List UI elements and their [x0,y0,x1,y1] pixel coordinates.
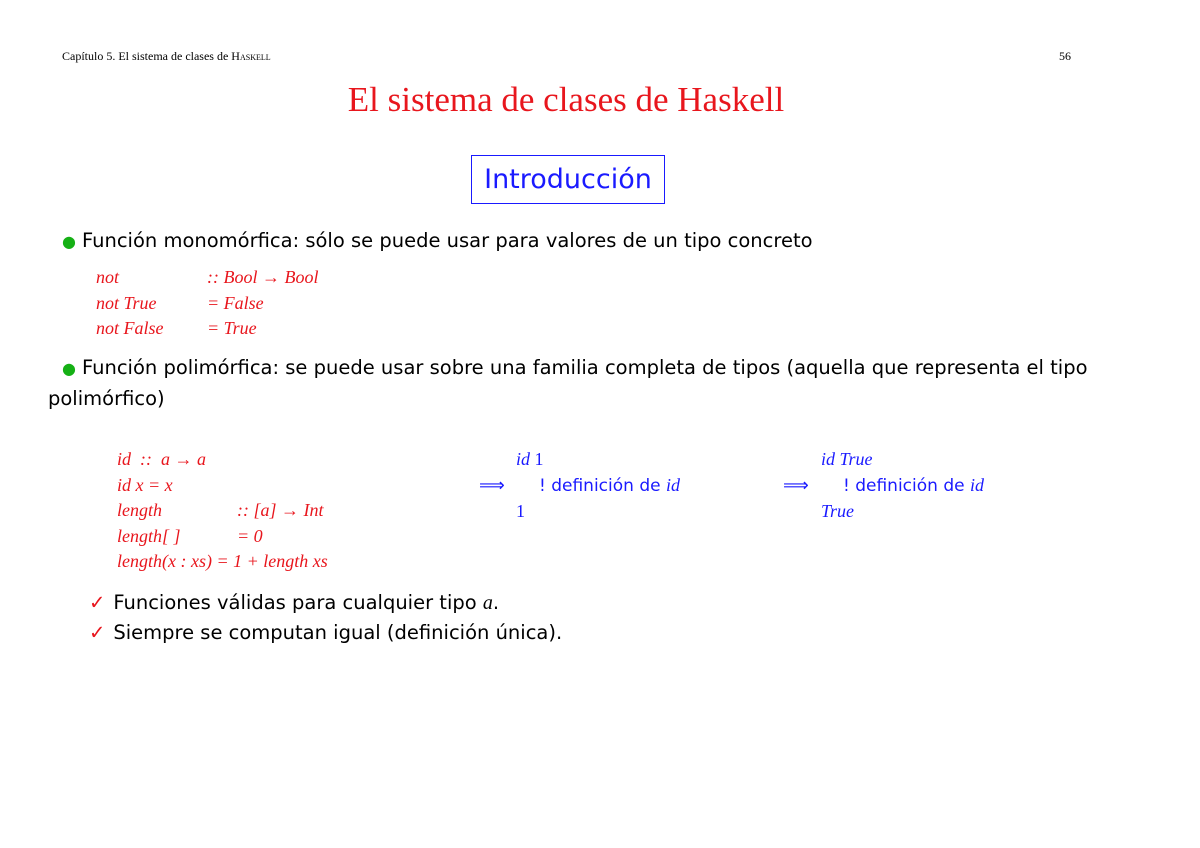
bullet-monomorphic [62,226,813,257]
evaluation-id-true [783,447,984,525]
bullet-polymorphic-line1 [62,353,1088,384]
evaluation-id-1 [479,447,680,525]
eval-expr: id True [821,449,873,469]
page-title: El sistema de clases de Haskell [347,80,785,119]
page-number: 56 [1059,49,1071,63]
code-not [96,265,318,342]
code-line [96,291,318,317]
eval-expr [479,447,680,473]
check-item [89,588,562,618]
checklist [89,588,562,648]
code-lhs: not [96,267,120,287]
chapter-name: Haskell [231,49,271,63]
bullet-icon: ● [62,232,76,251]
bullet-polymorphic [48,353,1088,414]
code-line: id :: a → a [117,449,206,469]
check-item [89,618,562,648]
eval-fn: id [516,449,531,469]
check-icon: ✓ [89,591,106,614]
code-line [117,524,328,550]
code-line [117,498,328,524]
section-heading-box [471,155,665,204]
code-lhs: not False [96,318,164,338]
bullet-monomorphic-text: Función monomórfica: sólo se puede usar para valores de un tipo concreto [81,229,813,252]
code-line: id x = x [117,474,173,495]
check-item-var: a [482,592,493,614]
code-line: length(x : xs) = 1 + length xs [117,551,328,571]
running-header [62,49,271,64]
eval-step-text: ! definición de [843,475,970,496]
code-lhs: not True [96,292,157,313]
code-rhs: = True [207,318,257,338]
eval-result: 1 [516,501,525,521]
eval-step-text: ! definición de [539,475,666,496]
chapter-prefix: Capítulo 5. El sistema de clases de [62,49,232,63]
code-line [96,316,318,342]
check-item-text: Funciones válidas para cualquier tipo [113,591,483,614]
eval-result: True [821,501,855,521]
code-lhs: length[ ] [117,525,181,546]
section-heading: Introducción [484,164,652,195]
check-item-end: . [492,591,500,614]
code-rhs: = False [207,292,264,313]
implies-icon: ⟹ [783,474,809,495]
code-line [96,265,318,291]
eval-step-fn: id [665,474,680,495]
check-item-text: Siempre se computan igual (definición única). [113,621,563,644]
code-rhs: :: Bool → Bool [207,267,319,287]
eval-step [479,473,680,500]
eval-arg: 1 [534,449,544,469]
code-polymorphic [117,447,328,575]
code-rhs: = 0 [237,525,263,546]
bullet-polymorphic-text: Función polimórfica: se puede usar sobre una familia completa de tipos (aquella que representa el tipo [81,356,1088,379]
code-lhs: length [117,500,162,520]
eval-step-fn: id [969,474,984,495]
bullet-polymorphic-line2: polimórfico) [48,387,165,410]
code-rhs: :: [a] → Int [237,500,324,520]
implies-icon: ⟹ [479,474,505,495]
check-icon: ✓ [89,621,106,644]
bullet-icon: ● [62,359,76,378]
eval-step [783,473,984,500]
